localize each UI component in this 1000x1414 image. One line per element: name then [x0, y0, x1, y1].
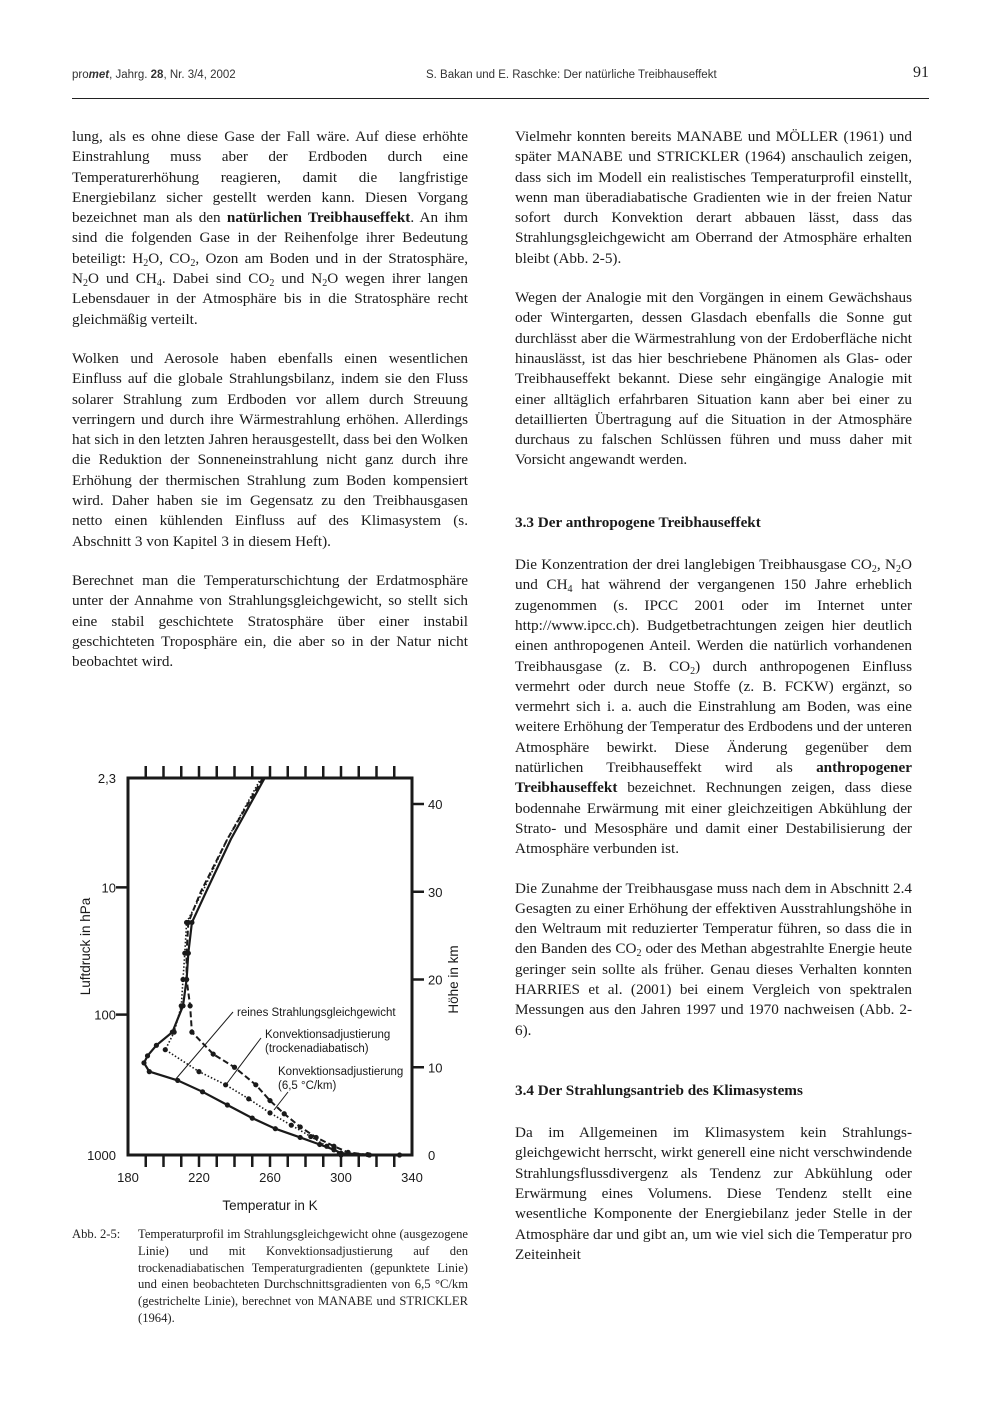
y-axis-label-right: Höhe in km — [446, 945, 461, 1014]
y-tick-label-pressure: 100 — [94, 1007, 116, 1023]
y-tick-label-pressure: 2,3 — [97, 771, 116, 786]
data-point — [346, 1150, 351, 1155]
data-point — [246, 1096, 251, 1101]
data-point — [367, 1152, 372, 1157]
data-point — [298, 1124, 303, 1129]
figure-caption — [72, 1226, 468, 1327]
x-tick-label: 260 — [259, 1170, 281, 1185]
data-point — [225, 1102, 230, 1107]
data-point — [253, 1082, 258, 1087]
annotation-radiative-equilibrium: reines Strahlungsgleichgewicht — [237, 1007, 396, 1019]
data-point — [196, 1069, 201, 1074]
data-point — [188, 1003, 193, 1008]
data-point — [172, 1030, 177, 1035]
data-point — [397, 1152, 402, 1157]
paragraph: Vielmehr konnten bereits MANABE und MÖLLER (1961) und später MANABE und STRICKLER (1964) anschaulich zeigen, dass sich im Modell ein realistisches Temperaturprofil einstellt, wenn man überadiabatische Gradienten wie in der freien Natur sofort durch Konvektion derart abbauen lässt, dass das Strahlungsgleichgewicht am Oberrand der Atmosphäre erhalten bleibt (Abb. 2-5). — [515, 128, 912, 267]
paragraph: Da im Allgemeinen im Klimasystem kein Strahlungsgleichgewicht herrscht, wirkt generell eine nicht verschwindende Strahlungsflussdivergenz als Tendenz zur Abkühlung oder Erwärmung eines Volumens. Diese Tendenz stellt eine wesentliche Komponente der Energiebilanz jeder Stelle in der Atmosphäre dar und gibt an, um wie viel sich die Temperatur pro Zeiteinheit — [515, 1124, 912, 1263]
data-point — [232, 1065, 237, 1070]
data-point — [184, 951, 189, 956]
paragraph: Berechnet man die Temperaturschichtung der Erdatmosphäre unter der Annahme von Strahlungsgleichgewicht, so stellt sich eine stabil geschichtete Stratosphäre über einer instabil geschichteten Troposphäre ein, die aber so in der Natur nicht beobachtet wird. — [72, 571, 468, 671]
x-tick-label: 220 — [188, 1170, 210, 1185]
page-number: 91 — [913, 64, 929, 81]
right-column — [515, 127, 912, 1284]
y-tick-label-height: 30 — [428, 884, 443, 900]
data-point — [298, 1135, 303, 1140]
chart-labels — [78, 771, 461, 1213]
y-tick-label-height: 10 — [428, 1060, 443, 1076]
annotation-dry-adiabatic: Konvektionsadjustierung — [265, 1029, 391, 1041]
caption-label: Abb. 2-5: — [72, 1227, 121, 1241]
paragraph: Die Konzentration der drei langlebigen Treibhausgase $CO_2$, $N_2O$ und $CH_4$ hat während der vergangenen 150 Jahre erheblich zugenommen (s. IPCC 2001 oder im Internet unter http://www.ipcc.ch). Budgetbetrachtungen zeigen hier deutlich einen anthropogenen Anteil. Werden die natürlich vorhandenen Treibhausgase (z. B. $CO_2$) durch anthropogenen Einfluss vermehrt oder durch neue Stoffe (z. B. FCKW) ergänzt, so vermehrt sich i. a. auch die Einstrahlung am Boden, was eine weitere Erhöhung der Temperatur des Erdbodens und der unteren Atmosphäre bewirkt. Diese Änderung gegenüber dem natürlichen Treibhauseffekt wird als anthropogener Treibhauseffekt bezeichnet. Rechnungen zeigen, dass diese bodennahe Erwärmung mit einer gleichzeitigen Abkühlung der Strato- und Mesosphäre und damit einer Destabilisierung der Atmosphäre verbunden ist. — [515, 556, 912, 858]
figure-temperature-profile — [60, 760, 480, 1220]
y-tick-label-pressure: 10 — [101, 880, 116, 896]
chart-axes — [116, 766, 424, 1167]
svg-text:(6,5 °C/km): (6,5 °C/km) — [278, 1080, 337, 1092]
y-tick-label-height: 20 — [428, 972, 443, 988]
data-point — [289, 1123, 294, 1128]
page-header — [72, 64, 929, 99]
y-axis-label-left: Luftdruck in hPa — [78, 897, 93, 996]
data-point — [186, 920, 191, 925]
data-point — [314, 1135, 319, 1140]
curve-dotted — [165, 778, 341, 1155]
running-title: S. Bakan und E. Raschke: Der natürliche Treibhauseffekt — [426, 69, 717, 81]
paragraph: Wegen der Analogie mit den Vorgängen in einem Gewächshaus oder Wintergarten, dessen Glasdach ebenfalls die Sonne gut durchlässt aber die Wärmestrahlung von der Erdoberfläche nicht hinauslässt, ist das hier beschriebene Phänomen als Glas- oder Treibhauseffekt bekannt. Diese sehr eingängige Analogie mit einer alltäglich erfahrbaren Situation kann aber bei einer zu detaillierten Übertragung auf die Situation in der Atmosphäre durchaus zu falschen Schlüssen führen und muss daher mit Vorsicht angewandt werden. — [515, 289, 912, 469]
data-point — [184, 977, 189, 982]
data-point — [331, 1144, 336, 1149]
paragraph: lung, als es ohne diese Gase der Fall wäre. Auf diese erhöhte Einstrahlung muss aber der Erdboden durch eine Temperaturerhöhung reagieren, damit die langfristige Energiebilanz sicher gestellt werden kann. Diesen Vorgang bezeichnet man als den natürlichen Treibhauseffekt. An ihm sind die folgenden Gase in der Reihenfolge ihrer Bedeutung beteiligt: $H_2O$, $CO_2$, Ozon am Boden und in der Stratosphäre, $N_2O$ und $CH_4$. Dabei sind $CO_2$ und $N_2O$ wegen ihrer langen Lebensdauer in der Atmosphäre bis in die Stratosphäre recht gleichmäßig verteilt. — [72, 128, 468, 328]
data-point — [211, 1051, 216, 1056]
data-point — [200, 1089, 205, 1094]
data-point — [141, 1060, 146, 1065]
data-point — [163, 1047, 168, 1052]
paragraph: Wolken und Aerosole haben ebenfalls einen wesentlichen Einfluss auf die globale Strahlungsbilanz, indem sie den Fluss solarer Strahlung zum Erdboden vor allem durch Streuung verringern und durch ihre Wärmestrahlung erhöhen. Allerdings hat sich in den letzten Jahren herausgestellt, dass bei den Wolken die Reduktion der Sonneneinstrahlung nicht ganz durch ihre Erhöhung der thermischen Strahlung zum Boden kompensiert wird. Daher haben sie im Gegensatz zu den Treibhausgasen netto einen kühlenden Einfluss auf des Klimasystem (s. Abschnitt 3 von Kapitel 3 in diesem Heft). — [72, 349, 468, 550]
data-point — [189, 1030, 194, 1035]
svg-text:(trockenadiabatisch): (trockenadiabatisch) — [265, 1043, 369, 1055]
data-point — [267, 1110, 272, 1115]
x-axis-label: Temperatur in K — [222, 1198, 318, 1213]
chart-curves — [141, 778, 402, 1158]
x-tick-label: 180 — [117, 1170, 139, 1185]
curve-solid — [144, 778, 400, 1155]
section-heading-3-3: 3.3 Der anthropogene Treibhauseffekt — [515, 513, 761, 531]
data-point — [250, 1116, 255, 1121]
data-point — [145, 1053, 150, 1058]
paragraph: Die Zunahme der Treibhausgase muss nach dem in Abschnitt 2.4 Gesagten zu einer Erhöhung der effektiven Ausstrahlungshöhe in den Weltraum mit reduzierter Temperatur führen, so dass die in den Banden des $CO_2$ oder des Methan abgestrahlte Energie heute geringer sein sollte als früher. Genau dieses Verhalten konnten HARRIES et al. (2001) bei einem Vergleich von spektralen Messungen aus den Jahren 1997 und 1970 nachweisen (Abb. 2-6). — [515, 879, 912, 1039]
annotation-6-5-lapse-rate: Konvektionsadjustierung — [278, 1066, 404, 1078]
data-point — [179, 1003, 184, 1008]
caption-text: Temperaturprofil im Strahlungsgleichgewicht ohne (ausgezogene Linie) und mit Konvektionsadjustierung auf den trockenadiabatischen Temperaturgradienten (gepunktete Linie) und einen beobachteten Durchschnittsgradienten von 6,5 °C/km (gestrichelte Linie), berechnet von MANABE und STRICKLER (1964). — [138, 1227, 468, 1325]
y-tick-label-height: 40 — [428, 797, 443, 812]
x-tick-label: 340 — [401, 1170, 423, 1185]
data-point — [282, 1111, 287, 1116]
data-point — [147, 1069, 152, 1074]
journal-citation: promet, Jahrg. 28, Nr. 3/4, 2002 — [72, 69, 236, 81]
data-point — [267, 1098, 272, 1103]
y-tick-label-height: 0 — [428, 1148, 436, 1163]
data-point — [338, 1152, 343, 1157]
x-tick-label: 300 — [330, 1170, 352, 1185]
left-column — [72, 127, 468, 691]
section-heading-3-4: 3.4 Der Strahlungsantrieb des Klimasystems — [515, 1081, 803, 1099]
temperature-profile-chart — [60, 760, 480, 1220]
data-point — [273, 1126, 278, 1131]
y-tick-label-pressure: 1000 — [87, 1148, 116, 1163]
data-point — [154, 1043, 159, 1048]
